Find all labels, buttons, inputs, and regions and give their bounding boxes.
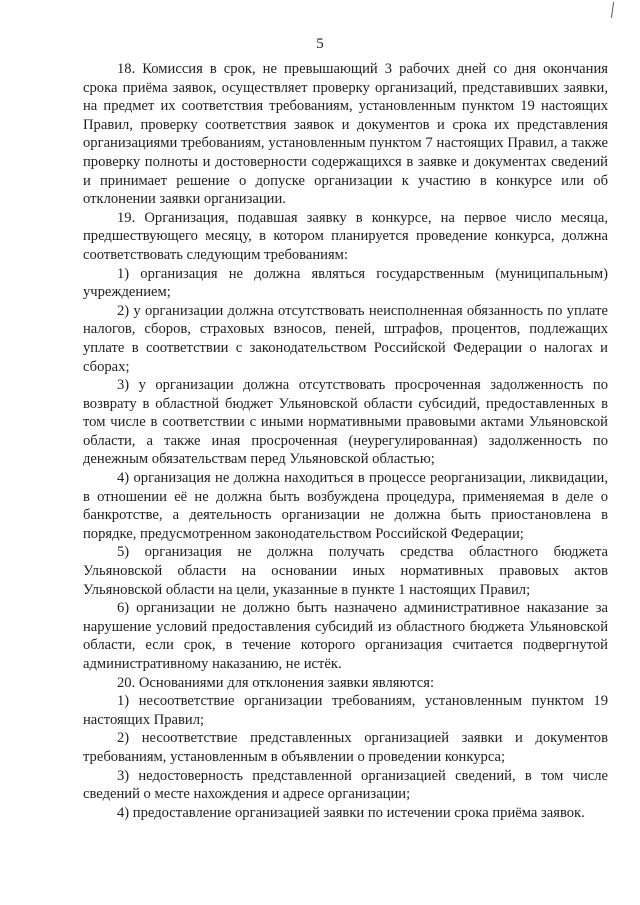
paragraph-19-item-4: 4) организация не должна находиться в процессе реорганизации, ликвидации, в отношении её не должна быть возбуждена процедура, применяемая в деле о банкротстве, а деятельность организации не должна быть приостановлена в порядке, предусмотренном законодательством Российской Федерации; xyxy=(83,470,608,542)
paragraph-20: 20. Основаниями для отклонения заявки являются: xyxy=(117,674,435,691)
paragraph-20-item-3: 3) недостоверность представленной организацией сведений, в том числе сведений о месте нахождения и адресе организации; xyxy=(83,767,608,803)
paragraph-19-item-1: 1) организация не должна являться государственным (муниципальным) учреждением; xyxy=(83,265,608,301)
paragraph-19: 19. Организация, подавшая заявку в конкурсе, на первое число месяца, предшествующего месяцу, в котором планируется проведение конкурса, должна соответствовать следующим требованиям: xyxy=(83,209,608,263)
document-body xyxy=(83,60,608,822)
paragraph-20-item-1: 1) несоответствие организации требованиям, установленным пунктом 19 настоящих Правил; xyxy=(83,693,608,728)
paragraph-19-item-3: 3) у организации должна отсутствовать просроченная задолженность по возврату в областной бюджет Ульяновской области субсидий, предоставленных в том числе в соответствии с иными нормативными правовыми актами Ульяновской области, а также иная просроченная (неурегулированная) задолженность по денежным обязательствам перед Ульяновской областью; xyxy=(83,377,608,468)
paragraph-20-item-2: 2) несоответствие представленных организацией заявки и документов требованиям, установленным в объявлении о проведении конкурса; xyxy=(83,730,608,765)
page-number: 5 xyxy=(316,36,324,52)
paragraph-19-item-2: 2) у организации должна отсутствовать неисполненная обязанность по уплате налогов, сборов, страховых взносов, пеней, штрафов, процентов, подлежащих уплате в соответствии с законодательством Российской Федерации о налогах и сборах; xyxy=(83,302,608,375)
paragraph-20-item-4: 4) предоставление организацией заявки по истечении срока приёма заявок. xyxy=(117,804,585,821)
scan-artifact-mark xyxy=(611,2,614,18)
paragraph-19-item-6: 6) организации не должно быть назначено административное наказание за нарушение условий предоставления субсидий из областного бюджета Ульяновской области, если срок, в течение которого организация считается подвергнутой административному наказанию, не истёк. xyxy=(83,600,608,672)
paragraph-18: 18. Комиссия в срок, не превышающий 3 рабочих дней со дня окончания срока приёма заявок, осуществляет проверку организаций, представивших заявки, на предмет их соответствия требованиям, установленным пунктом 19 настоящих Правил, проверку соответствия заявок и документов и срока их представления организациями требованиям, установленным пунктом 7 настоящих Правил, а также проверку полноты и достоверности содержащихся в заявке и документах сведений и принимает решение о допуске организации к участию в конкурсе или об отклонении заявки организации. xyxy=(83,61,608,208)
paragraph-19-item-5: 5) организация не должна получать средства областного бюджета Ульяновской области на основании иных нормативных правовых актов Ульяновской области на цели, указанные в пункте 1 настоящих Правил; xyxy=(83,544,608,598)
